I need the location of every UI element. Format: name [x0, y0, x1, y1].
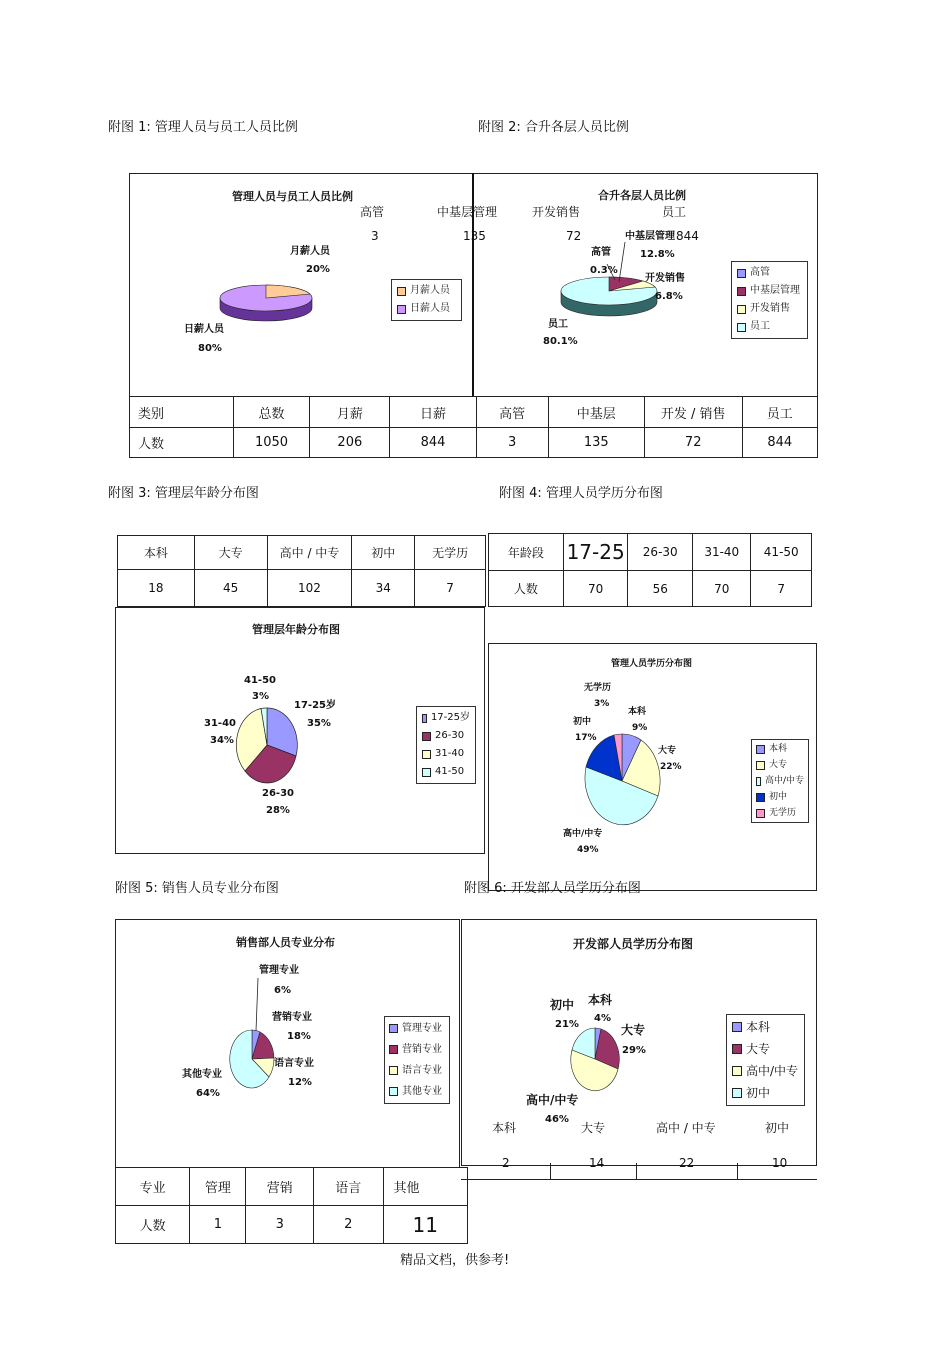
legend-swatch [422, 768, 431, 777]
table-header-cell: 月薪 [310, 397, 390, 428]
chart4-pct-highschool: 49% [577, 845, 599, 855]
table-header-cell: 高中 / 中专 [267, 536, 352, 570]
chart6-legend-item: 高中/中专 [746, 1064, 799, 1078]
chart4-legend [751, 739, 809, 823]
legend-swatch [397, 305, 406, 314]
chart4-label-college: 大专 [658, 746, 677, 756]
chart5-legend-item: 营销专业 [402, 1044, 442, 1055]
table-education [117, 535, 486, 607]
chart4-legend-item: 本科 [769, 744, 788, 754]
chart3-label-31-40: 31-40 [204, 718, 236, 729]
legend-swatch [397, 287, 406, 296]
table-cell: 1050 [233, 428, 309, 458]
table-header-cell: 初中 [352, 536, 415, 570]
chart5-pct-mgmt: 6% [274, 985, 291, 996]
table-header-cell: 中基层 [548, 397, 644, 428]
chart5-title: 销售部人员专业分布 [236, 936, 335, 949]
chart1-pct-daily: 80% [198, 343, 222, 354]
caption-figure-1: 附图 1: 管理人员与员工人员比例 [108, 120, 298, 135]
chart2-header-dev: 开发销售 [532, 205, 581, 219]
table-cell: 34 [352, 570, 415, 607]
table-header-cell: 年龄段 [489, 534, 564, 571]
table-cell: 70 [563, 571, 628, 607]
chart2-legend-item: 中基层管理 [750, 285, 800, 296]
chart6-label-junior: 初中 [550, 998, 575, 1012]
table-cell: 7 [415, 570, 486, 607]
chart2-label-staff: 员工 [548, 319, 568, 330]
chart5-pie [229, 1030, 275, 1088]
table-header-cell: 17-25 [563, 534, 628, 571]
chart5-legend [384, 1016, 450, 1104]
chart3-legend-item: 41-50 [435, 766, 465, 777]
chart3-label-17-25: 17-25岁 [294, 700, 336, 711]
table-cell: 72 [644, 428, 742, 458]
legend-swatch [389, 1024, 398, 1033]
chart2-header-top: 高管 [360, 205, 385, 219]
table-staff-summary [129, 396, 818, 458]
legend-swatch [389, 1066, 398, 1075]
table-header-cell: 31-40 [693, 534, 751, 571]
chart3-pie [235, 708, 299, 782]
table-cell: 7 [751, 571, 812, 607]
table-header-cell: 营销 [246, 1168, 314, 1206]
chart2-legend-item: 员工 [750, 321, 770, 332]
table-cell: 3 [246, 1206, 314, 1244]
table-cell: 3 [476, 428, 548, 458]
table-cell: 135 [548, 428, 644, 458]
chart6-label-bachelor: 本科 [588, 993, 613, 1007]
caption-figure-3: 附图 3: 管理层年龄分布图 [108, 486, 259, 501]
chart5-legend-item: 语言专业 [402, 1065, 442, 1076]
table-header-cell: 语言 [314, 1168, 384, 1206]
chart6-legend-item: 本科 [746, 1020, 771, 1034]
table-cell: 45 [194, 570, 267, 607]
chart4-label-none: 无学历 [584, 683, 612, 693]
table-major [115, 1167, 468, 1244]
chart3-pct-31-40: 34% [210, 735, 234, 746]
legend-swatch [732, 1044, 742, 1054]
table-header-cell: 类别 [130, 397, 234, 428]
table-row-label: 人数 [116, 1206, 190, 1244]
chart5-legend-item: 管理专业 [402, 1023, 442, 1034]
legend-swatch [422, 714, 427, 723]
table-cell: 844 [742, 428, 817, 458]
table-header-cell: 总数 [233, 397, 309, 428]
chart2-title: 合升各层人员比例 [598, 189, 686, 202]
chart6-pct-highschool: 46% [545, 1114, 569, 1125]
chart2-value-top: 3 [371, 229, 379, 243]
chart2-value-dev: 72 [566, 229, 582, 243]
table-cell: 56 [628, 571, 693, 607]
chart2-pct-top: 0.3% [590, 265, 618, 276]
chart1-legend-item: 月薪人员 [410, 285, 450, 296]
chart3-label-26-30: 26-30 [262, 788, 294, 799]
chart6-value-college: 14 [589, 1156, 605, 1170]
chart1-pct-monthly: 20% [306, 264, 330, 275]
chart5-legend-item: 其他专业 [402, 1086, 442, 1097]
table-header-cell: 26-30 [628, 534, 693, 571]
table-header-cell: 41-50 [751, 534, 812, 571]
chart2-header-staff: 员工 [662, 205, 687, 219]
chart4-legend-item: 无学历 [769, 808, 797, 818]
chart6-table-divider [550, 1163, 551, 1179]
chart3-legend-item: 31-40 [435, 748, 465, 759]
table-header-cell: 本科 [118, 536, 195, 570]
chart2-legend-item: 高管 [750, 267, 770, 278]
chart3-pct-26-30: 28% [266, 805, 290, 816]
chart6-pie [570, 1028, 620, 1090]
chart4-pct-junior: 17% [575, 733, 597, 743]
chart4-pct-college: 22% [660, 762, 682, 772]
table-header-cell: 专业 [116, 1168, 190, 1206]
chart6-header-highschool: 高中 / 中专 [656, 1121, 716, 1135]
table-header-cell: 日薪 [390, 397, 476, 428]
legend-swatch [422, 750, 431, 759]
chart2-value-staff: 844 [676, 229, 699, 243]
chart5-label-other: 其他专业 [182, 1069, 222, 1080]
table-cell: 18 [118, 570, 195, 607]
chart2-value-mid: 135 [463, 229, 486, 243]
chart4-pct-none: 3% [594, 699, 610, 709]
chart3-legend-item: 17-25岁 [430, 712, 470, 723]
chart6-table-rule [461, 1179, 817, 1180]
table-cell: 844 [390, 428, 476, 458]
table-header-cell: 无学历 [415, 536, 486, 570]
chart6-label-college: 大专 [621, 1023, 646, 1037]
chart2-header-mid: 中基层管理 [437, 205, 498, 219]
legend-swatch [756, 761, 765, 770]
chart6-table-divider [737, 1163, 738, 1179]
chart4-label-junior: 初中 [573, 717, 592, 727]
chart4-pct-bachelor: 9% [632, 723, 648, 733]
legend-swatch [756, 793, 765, 802]
chart1-pie [210, 275, 320, 335]
chart1-legend [391, 279, 462, 321]
table-cell: 2 [314, 1206, 384, 1244]
chart3-legend [416, 706, 476, 784]
legend-swatch [422, 732, 431, 741]
chart4-label-bachelor: 本科 [628, 707, 647, 717]
chart3-pct-41-50: 3% [252, 691, 269, 702]
table-header-cell: 管理 [190, 1168, 246, 1206]
chart6-value-junior: 10 [772, 1156, 788, 1170]
chart3-pct-17-25: 35% [307, 718, 331, 729]
chart5-pct-language: 12% [288, 1077, 312, 1088]
table-header-cell: 其他 [383, 1168, 467, 1206]
chart4-label-highschool: 高中/中专 [563, 829, 603, 839]
table-header-cell: 员工 [742, 397, 817, 428]
table-cell: 1 [190, 1206, 246, 1244]
chart6-label-highschool: 高中/中专 [526, 1093, 579, 1107]
legend-swatch [737, 323, 746, 332]
legend-swatch [756, 745, 765, 754]
chart5-pct-other: 64% [196, 1088, 220, 1099]
chart6-table-divider [636, 1163, 637, 1179]
chart1-label-monthly: 月薪人员 [290, 246, 330, 257]
legend-swatch [389, 1045, 398, 1054]
chart4-legend-item: 高中/中专 [764, 776, 804, 786]
chart3-label-41-50: 41-50 [244, 675, 276, 686]
legend-swatch [737, 287, 746, 296]
chart2-pct-staff: 80.1% [543, 336, 578, 347]
table-cell: 206 [310, 428, 390, 458]
page-footer: 精品文档，供参考! [400, 1253, 510, 1268]
chart6-value-highschool: 22 [679, 1156, 695, 1170]
chart2-legend-item: 开发销售 [750, 303, 790, 314]
chart6-header-college: 大专 [581, 1121, 606, 1135]
chart2-legend [731, 261, 808, 339]
chart2-pct-mid: 12.8% [640, 249, 675, 260]
chart6-legend-item: 大专 [746, 1042, 771, 1056]
legend-swatch [756, 809, 765, 818]
chart6-pct-college: 29% [622, 1045, 646, 1056]
legend-swatch [732, 1088, 742, 1098]
table-row-label: 人数 [489, 571, 564, 607]
chart1-label-daily: 日薪人员 [184, 324, 224, 335]
chart2-label-mid: 中基层管理 [625, 231, 675, 242]
chart6-title: 开发部人员学历分布图 [573, 937, 694, 951]
table-header-cell: 大专 [194, 536, 267, 570]
chart4-title: 管理人员学历分布图 [611, 659, 693, 669]
legend-swatch [732, 1066, 742, 1076]
table-header-cell: 开发 / 销售 [644, 397, 742, 428]
chart5-label-language: 语言专业 [274, 1058, 314, 1069]
chart4-legend-item: 大专 [769, 760, 788, 770]
chart4-pie [582, 734, 662, 828]
chart6-pct-junior: 21% [555, 1019, 579, 1030]
chart5-label-marketing: 营销专业 [272, 1012, 312, 1023]
chart6-value-bachelor: 2 [502, 1156, 510, 1170]
chart6-pct-bachelor: 4% [594, 1013, 611, 1024]
caption-figure-4: 附图 4: 管理人员学历分布图 [499, 486, 663, 501]
table-cell: 102 [267, 570, 352, 607]
table-age [488, 533, 812, 607]
caption-figure-2: 附图 2: 合升各层人员比例 [478, 120, 629, 135]
chart2-label-top: 高管 [591, 247, 611, 258]
chart3-legend-item: 26-30 [435, 730, 465, 741]
chart6-legend-item: 初中 [746, 1086, 771, 1100]
legend-swatch [737, 305, 746, 314]
chart2-label-dev: 开发销售 [645, 273, 685, 284]
table-header-cell: 高管 [476, 397, 548, 428]
table-row-label: 人数 [130, 428, 234, 458]
chart6-header-junior: 初中 [765, 1121, 790, 1135]
legend-swatch [389, 1087, 398, 1096]
chart5-label-mgmt: 管理专业 [259, 965, 299, 976]
caption-figure-6: 附图 6: 开发部人员学历分布图 [464, 881, 641, 896]
chart6-header-bachelor: 本科 [492, 1121, 517, 1135]
chart1-title: 管理人员与员工人员比例 [232, 190, 353, 203]
legend-swatch [732, 1022, 742, 1032]
legend-swatch [737, 269, 746, 278]
chart4-legend-item: 初中 [769, 792, 788, 802]
legend-swatch [756, 777, 761, 786]
table-cell: 11 [383, 1206, 467, 1244]
table-cell: 70 [693, 571, 751, 607]
caption-figure-5: 附图 5: 销售人员专业分布图 [115, 881, 279, 896]
chart5-pct-marketing: 18% [287, 1031, 311, 1042]
chart2-pct-dev: 6.8% [655, 291, 683, 302]
chart1-legend-item: 日薪人员 [410, 303, 450, 314]
chart3-title: 管理层年龄分布图 [252, 623, 340, 636]
chart6-legend [726, 1014, 805, 1106]
